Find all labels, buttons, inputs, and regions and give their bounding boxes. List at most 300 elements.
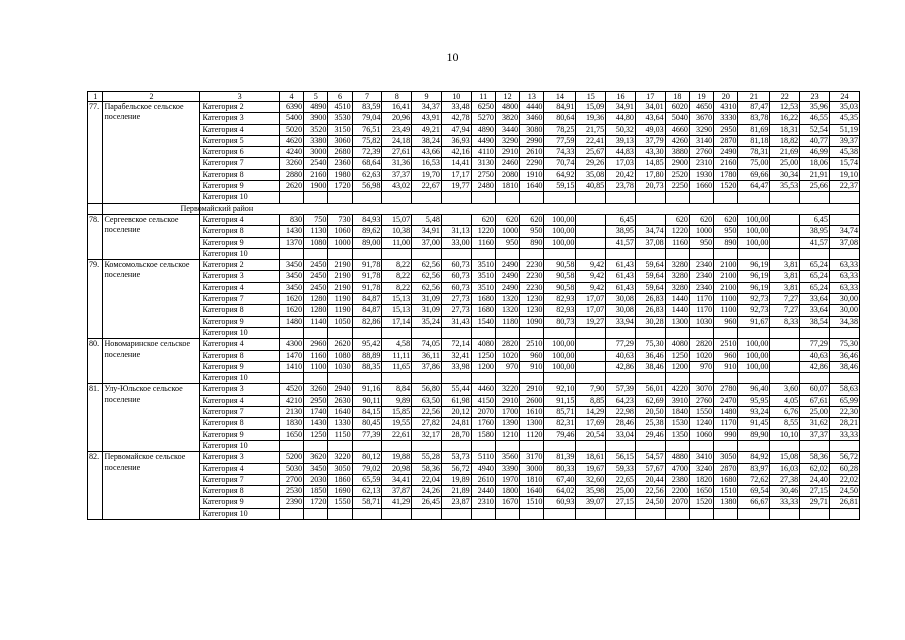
value-cell: 32,41 <box>441 350 471 361</box>
table-row <box>88 214 860 225</box>
value-cell <box>738 248 770 259</box>
category-cell: Категория 9 <box>200 497 279 508</box>
value-cell: 51,19 <box>829 124 859 135</box>
value-cell: 970 <box>689 361 713 372</box>
value-cell: 3460 <box>520 113 544 124</box>
table-row <box>88 440 860 451</box>
value-cell: 7,90 <box>576 384 606 395</box>
value-cell: 1720 <box>328 181 352 192</box>
value-cell: 32,17 <box>412 429 442 440</box>
value-cell <box>714 248 738 259</box>
value-cell: 1130 <box>304 226 328 237</box>
value-cell: 65,24 <box>800 260 830 271</box>
value-cell <box>829 192 859 203</box>
value-cell: 1220 <box>665 226 689 237</box>
value-cell: 54,57 <box>635 452 665 463</box>
value-cell: 3050 <box>328 463 352 474</box>
table-row <box>88 373 860 384</box>
value-cell <box>382 327 412 338</box>
value-cell: 60,73 <box>441 271 471 282</box>
value-cell: 100,00 <box>738 361 770 372</box>
value-cell: 1020 <box>495 350 519 361</box>
value-cell: 58,36 <box>800 452 830 463</box>
category-cell: Категория 9 <box>200 237 279 248</box>
value-cell: 2760 <box>689 395 713 406</box>
value-cell: 62,13 <box>352 486 382 497</box>
value-cell <box>304 373 328 384</box>
value-cell: 3260 <box>279 158 303 169</box>
value-cell: 72,62 <box>738 474 770 485</box>
value-cell: 33,00 <box>441 237 471 248</box>
value-cell: 1200 <box>665 361 689 372</box>
value-cell <box>544 192 576 203</box>
value-cell <box>495 327 519 338</box>
value-cell <box>352 192 382 203</box>
value-cell: 65,99 <box>829 395 859 406</box>
value-cell: 17,17 <box>441 169 471 180</box>
value-cell: 2450 <box>304 282 328 293</box>
value-cell <box>665 440 689 451</box>
value-cell <box>441 373 471 384</box>
value-cell <box>714 192 738 203</box>
value-cell: 990 <box>714 429 738 440</box>
value-cell <box>441 508 471 519</box>
value-cell: 62,63 <box>352 169 382 180</box>
value-cell: 1030 <box>689 316 713 327</box>
value-cell: 37,37 <box>382 169 412 180</box>
value-cell: 65,24 <box>800 271 830 282</box>
value-cell: 620 <box>495 214 519 225</box>
value-cell: 36,11 <box>412 350 442 361</box>
value-cell: 2910 <box>495 395 519 406</box>
value-cell: 28,46 <box>606 418 636 429</box>
value-cell: 2780 <box>714 384 738 395</box>
value-cell: 6390 <box>279 102 303 113</box>
value-cell: 20,12 <box>441 407 471 418</box>
value-cell: 1850 <box>304 486 328 497</box>
column-header: 10 <box>441 92 471 102</box>
value-cell: 25,66 <box>800 181 830 192</box>
value-cell: 31,09 <box>412 294 442 305</box>
value-cell: 3880 <box>665 147 689 158</box>
value-cell: 1640 <box>520 486 544 497</box>
value-cell: 27,15 <box>800 486 830 497</box>
value-cell: 17,69 <box>576 418 606 429</box>
value-cell: 38,95 <box>606 226 636 237</box>
value-cell <box>770 373 800 384</box>
value-cell: 89,62 <box>352 226 382 237</box>
value-cell <box>770 214 800 225</box>
category-cell: Категория 8 <box>200 305 279 316</box>
value-cell: 1810 <box>495 181 519 192</box>
category-cell: Категория 6 <box>200 147 279 158</box>
value-cell <box>279 327 303 338</box>
value-cell: 92,73 <box>738 305 770 316</box>
value-cell <box>576 339 606 350</box>
value-cell: 2460 <box>495 158 519 169</box>
value-cell: 83,97 <box>738 463 770 474</box>
table-row <box>88 248 860 259</box>
value-cell: 950 <box>714 226 738 237</box>
value-cell: 17,14 <box>382 316 412 327</box>
table-row <box>88 418 860 429</box>
value-cell: 56,98 <box>352 181 382 192</box>
value-cell: 25,00 <box>800 407 830 418</box>
value-cell: 950 <box>520 226 544 237</box>
category-cell: Категория 4 <box>200 339 279 350</box>
value-cell: 63,33 <box>829 260 859 271</box>
value-cell: 90,11 <box>352 395 382 406</box>
value-cell: 2200 <box>665 486 689 497</box>
value-cell: 62,69 <box>635 395 665 406</box>
value-cell: 1620 <box>279 305 303 316</box>
category-cell: Категория 7 <box>200 158 279 169</box>
value-cell <box>441 327 471 338</box>
value-cell: 1150 <box>328 429 352 440</box>
value-cell: 4880 <box>665 452 689 463</box>
value-cell: 3220 <box>495 384 519 395</box>
value-cell: 1660 <box>689 181 713 192</box>
value-cell: 100,00 <box>544 237 576 248</box>
value-cell: 7,27 <box>770 294 800 305</box>
value-cell: 1470 <box>279 350 303 361</box>
value-cell: 5400 <box>279 113 303 124</box>
value-cell: 1160 <box>304 350 328 361</box>
table-row <box>88 102 860 113</box>
value-cell <box>689 192 713 203</box>
value-cell: 84,91 <box>544 102 576 113</box>
value-cell: 56,72 <box>441 463 471 474</box>
value-cell <box>471 373 495 384</box>
value-cell <box>606 192 636 203</box>
value-cell: 2490 <box>495 282 519 293</box>
table-row <box>88 113 860 124</box>
value-cell: 8,84 <box>382 384 412 395</box>
value-cell: 2610 <box>520 147 544 158</box>
value-cell: 4890 <box>471 124 495 135</box>
value-cell: 750 <box>304 214 328 225</box>
table-row <box>88 294 860 305</box>
value-cell: 3900 <box>304 113 328 124</box>
value-cell <box>829 373 859 384</box>
table-row <box>88 395 860 406</box>
value-cell: 14,85 <box>635 158 665 169</box>
column-header: 22 <box>770 92 800 102</box>
value-cell: 81,18 <box>738 135 770 146</box>
value-cell: 29,71 <box>800 497 830 508</box>
value-cell: 24,50 <box>829 486 859 497</box>
value-cell: 72,39 <box>352 147 382 158</box>
value-cell: 1510 <box>714 486 738 497</box>
value-cell: 22,37 <box>829 181 859 192</box>
value-cell: 1000 <box>495 226 519 237</box>
value-cell <box>441 192 471 203</box>
value-cell: 95,42 <box>352 339 382 350</box>
value-cell <box>279 192 303 203</box>
value-cell <box>495 508 519 519</box>
value-cell: 100,00 <box>738 237 770 248</box>
value-cell <box>606 327 636 338</box>
value-cell <box>576 361 606 372</box>
value-cell: 27,73 <box>441 305 471 316</box>
value-cell: 92,73 <box>738 294 770 305</box>
value-cell: 20,50 <box>635 407 665 418</box>
value-cell: 2910 <box>495 147 519 158</box>
value-cell: 25,67 <box>576 147 606 158</box>
value-cell: 22,41 <box>576 135 606 146</box>
value-cell: 67,40 <box>544 474 576 485</box>
value-cell: 88,35 <box>352 361 382 372</box>
value-cell: 2290 <box>520 158 544 169</box>
table-row <box>88 407 860 418</box>
value-cell <box>770 361 800 372</box>
value-cell: 1930 <box>689 169 713 180</box>
value-cell: 37,87 <box>382 486 412 497</box>
value-cell <box>412 440 442 451</box>
value-cell: 2540 <box>304 158 328 169</box>
value-cell <box>800 508 830 519</box>
value-cell <box>412 327 442 338</box>
value-cell <box>304 192 328 203</box>
value-cell: 9,42 <box>576 260 606 271</box>
value-cell: 8,22 <box>382 271 412 282</box>
value-cell: 96,19 <box>738 282 770 293</box>
value-cell: 30,00 <box>829 305 859 316</box>
value-cell: 2340 <box>689 271 713 282</box>
value-cell <box>689 248 713 259</box>
value-cell: 2230 <box>520 282 544 293</box>
table-row <box>88 192 860 203</box>
table-row <box>88 508 860 519</box>
value-cell: 67,61 <box>800 395 830 406</box>
value-cell: 620 <box>471 214 495 225</box>
column-header: 14 <box>544 92 576 102</box>
value-cell <box>770 440 800 451</box>
value-cell: 3410 <box>689 452 713 463</box>
value-cell: 2480 <box>471 181 495 192</box>
value-cell: 1190 <box>328 294 352 305</box>
value-cell: 3080 <box>520 124 544 135</box>
value-cell <box>770 327 800 338</box>
value-cell: 3140 <box>689 135 713 146</box>
value-cell <box>279 508 303 519</box>
value-cell <box>800 373 830 384</box>
value-cell: 2700 <box>279 474 303 485</box>
value-cell: 11,11 <box>382 350 412 361</box>
value-cell: 2510 <box>714 339 738 350</box>
value-cell: 1410 <box>279 361 303 372</box>
settlement-name: Улу-Юльское сельское поселение <box>103 384 200 452</box>
value-cell: 1910 <box>520 169 544 180</box>
value-cell: 80,12 <box>352 452 382 463</box>
value-cell <box>635 214 665 225</box>
value-cell: 1250 <box>471 350 495 361</box>
value-cell: 1160 <box>471 237 495 248</box>
value-cell: 32,60 <box>576 474 606 485</box>
column-header: 2 <box>103 92 200 102</box>
value-cell: 84,93 <box>352 214 382 225</box>
column-header: 5 <box>304 92 328 102</box>
category-cell: Категория 4 <box>200 463 279 474</box>
value-cell <box>635 327 665 338</box>
value-cell: 18,06 <box>800 158 830 169</box>
value-cell: 4080 <box>665 339 689 350</box>
value-cell: 1380 <box>714 497 738 508</box>
value-cell: 37,86 <box>412 361 442 372</box>
value-cell: 1300 <box>665 316 689 327</box>
value-cell: 28,21 <box>829 418 859 429</box>
value-cell: 14,29 <box>576 407 606 418</box>
value-cell: 39,37 <box>829 135 859 146</box>
value-cell: 47,94 <box>441 124 471 135</box>
value-cell: 2100 <box>714 282 738 293</box>
value-cell: 41,57 <box>606 237 636 248</box>
value-cell: 75,30 <box>829 339 859 350</box>
value-cell: 27,38 <box>770 474 800 485</box>
value-cell: 4110 <box>471 147 495 158</box>
value-cell: 30,08 <box>606 305 636 316</box>
value-cell <box>441 248 471 259</box>
value-cell: 2390 <box>279 497 303 508</box>
value-cell: 83,78 <box>738 113 770 124</box>
value-cell: 58,71 <box>352 497 382 508</box>
table-row <box>88 316 860 327</box>
value-cell: 20,42 <box>606 169 636 180</box>
value-cell: 77,29 <box>800 339 830 350</box>
table-row <box>88 282 860 293</box>
value-cell: 85,71 <box>544 407 576 418</box>
value-cell <box>412 508 442 519</box>
value-cell: 61,43 <box>606 271 636 282</box>
value-cell: 910 <box>714 361 738 372</box>
value-cell: 5020 <box>279 124 303 135</box>
value-cell: 1090 <box>520 316 544 327</box>
value-cell: 33,98 <box>441 361 471 372</box>
value-cell: 1000 <box>328 237 352 248</box>
value-cell: 4150 <box>471 395 495 406</box>
value-cell: 9,89 <box>382 395 412 406</box>
value-cell: 30,08 <box>606 294 636 305</box>
value-cell: 19,77 <box>441 181 471 192</box>
value-cell: 24,26 <box>412 486 442 497</box>
table-row <box>88 474 860 485</box>
value-cell: 26,83 <box>635 294 665 305</box>
value-cell: 80,64 <box>544 113 576 124</box>
table-row <box>88 271 860 282</box>
value-cell: 5200 <box>279 452 303 463</box>
value-cell: 2950 <box>714 124 738 135</box>
value-cell: 4,05 <box>770 395 800 406</box>
value-cell: 19,36 <box>576 113 606 124</box>
value-cell <box>544 508 576 519</box>
value-cell: 1390 <box>495 418 519 429</box>
value-cell <box>304 508 328 519</box>
value-cell: 1540 <box>471 316 495 327</box>
table-row <box>88 384 860 395</box>
value-cell: 64,47 <box>738 181 770 192</box>
value-cell: 57,39 <box>606 384 636 395</box>
value-cell: 2910 <box>520 384 544 395</box>
value-cell: 37,08 <box>635 237 665 248</box>
value-cell <box>520 373 544 384</box>
value-cell: 2530 <box>279 486 303 497</box>
value-cell: 56,15 <box>606 452 636 463</box>
category-cell: Категория 8 <box>200 486 279 497</box>
value-cell <box>738 192 770 203</box>
value-cell: 1800 <box>495 486 519 497</box>
value-cell: 3620 <box>304 452 328 463</box>
value-cell: 2620 <box>328 339 352 350</box>
table-row <box>88 260 860 271</box>
value-cell: 65,24 <box>800 282 830 293</box>
value-cell <box>328 373 352 384</box>
value-cell: 15,13 <box>382 294 412 305</box>
district-row <box>88 203 860 214</box>
value-cell <box>770 226 800 237</box>
value-cell: 35,98 <box>576 486 606 497</box>
value-cell: 16,03 <box>770 463 800 474</box>
value-cell <box>495 440 519 451</box>
value-cell: 1900 <box>304 181 328 192</box>
value-cell <box>382 373 412 384</box>
value-cell: 43,66 <box>412 147 442 158</box>
value-cell: 26,83 <box>635 305 665 316</box>
settlement-name: Первомайское сельское поселение <box>103 452 200 520</box>
value-cell: 15,13 <box>382 305 412 316</box>
table-row <box>88 486 860 497</box>
category-cell: Категория 3 <box>200 452 279 463</box>
value-cell: 4260 <box>665 135 689 146</box>
value-cell: 21,89 <box>441 486 471 497</box>
value-cell: 4,58 <box>382 339 412 350</box>
value-cell: 59,33 <box>606 463 636 474</box>
value-cell: 27,82 <box>412 418 442 429</box>
value-cell: 1180 <box>495 316 519 327</box>
value-cell: 91,78 <box>352 271 382 282</box>
value-cell: 4490 <box>471 135 495 146</box>
value-cell: 84,92 <box>738 452 770 463</box>
value-cell: 28,70 <box>441 429 471 440</box>
value-cell <box>544 440 576 451</box>
value-cell: 19,88 <box>382 452 412 463</box>
value-cell: 64,92 <box>544 169 576 180</box>
value-cell: 39,07 <box>576 497 606 508</box>
value-cell: 38,54 <box>800 316 830 327</box>
value-cell <box>770 237 800 248</box>
value-cell: 4650 <box>689 102 713 113</box>
value-cell: 2820 <box>689 339 713 350</box>
value-cell: 1160 <box>665 237 689 248</box>
table-row <box>88 361 860 372</box>
value-cell: 2610 <box>471 474 495 485</box>
value-cell: 3510 <box>471 260 495 271</box>
value-cell: 100,00 <box>738 339 770 350</box>
value-cell: 96,19 <box>738 260 770 271</box>
value-cell: 960 <box>714 350 738 361</box>
value-cell: 4660 <box>665 124 689 135</box>
value-cell: 84,87 <box>352 305 382 316</box>
value-cell: 1840 <box>665 407 689 418</box>
value-cell: 2230 <box>520 271 544 282</box>
value-cell: 37,79 <box>635 135 665 146</box>
value-cell: 100,00 <box>738 226 770 237</box>
value-cell <box>576 373 606 384</box>
value-cell: 41,57 <box>800 237 830 248</box>
value-cell: 77,29 <box>606 339 636 350</box>
value-cell: 1220 <box>471 226 495 237</box>
value-cell: 2340 <box>689 282 713 293</box>
value-cell: 33,64 <box>800 294 830 305</box>
